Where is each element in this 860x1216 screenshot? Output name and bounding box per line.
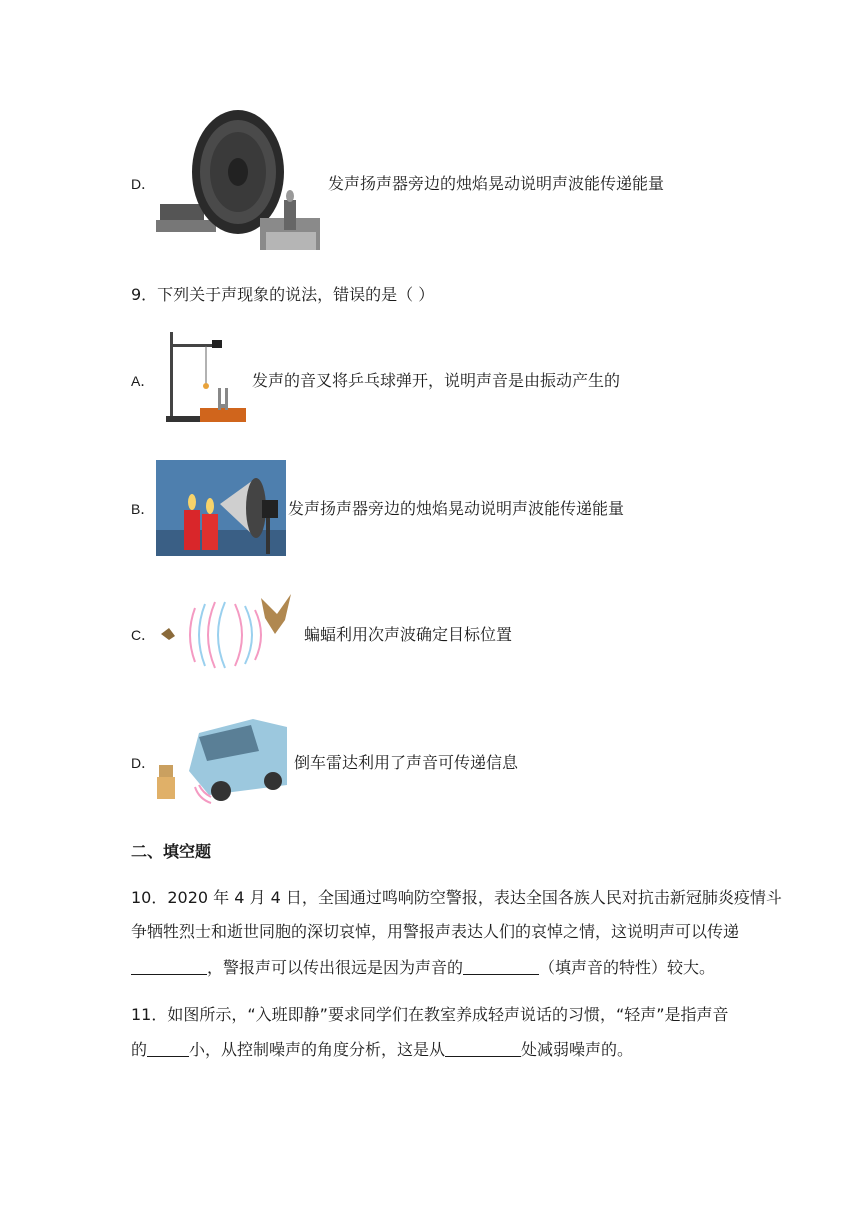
q10-line-1: 10．2020 年 4 月 4 日，全国通过鸣响防空警报，表达全国各族人民对抗击新冠肺炎疫情斗 [131, 888, 782, 907]
q9-option-d-letter: D． [131, 755, 156, 771]
bat-echolocation-figure [157, 590, 303, 684]
q11-line-2-start: 的 [131, 1040, 148, 1059]
q10-line-3-mid: ，警报声可以传出很远是因为声音的 [207, 958, 464, 977]
q11-line-2-end: 处减弱噪声的。 [521, 1040, 634, 1059]
answer-blank[interactable] [131, 958, 207, 975]
tuning-fork-pingpong-figure [160, 330, 250, 430]
answer-blank[interactable] [147, 1040, 189, 1057]
q10-line-3 [131, 957, 715, 979]
q9-option-d-text: 倒车雷达利用了声音可传递信息 [294, 753, 519, 772]
q11-line-2-mid: 小，从控制噪声的角度分析，这是从 [189, 1040, 446, 1059]
answer-blank[interactable] [445, 1040, 521, 1057]
speaker-candle-photo-bw [156, 108, 324, 260]
q9-stem: 9．下列关于声现象的说法，错误的是（ ） [131, 285, 435, 304]
q11-line-1: 11．如图所示，“入班即静”要求同学们在教室养成轻声说话的习惯，“轻声”是指声音 [131, 1005, 729, 1024]
q10-line-3-end: （填声音的特性）较大。 [539, 958, 716, 977]
q9-option-c-letter: C． [131, 627, 156, 643]
q9-option-a-letter: A． [131, 373, 155, 389]
q9-option-b-letter: B． [131, 501, 155, 517]
q11-line-2 [131, 1039, 633, 1061]
answer-blank[interactable] [463, 958, 539, 975]
section-heading: 二、填空题 [131, 842, 212, 861]
q9-option-c-text: 蝙蝠利用次声波确定目标位置 [304, 625, 513, 644]
speaker-candles-photo [156, 460, 286, 560]
q8-option-d-text: 发声扬声器旁边的烛焰晃动说明声波能传递能量 [328, 174, 665, 193]
q8-option-d-letter: D． [131, 176, 156, 192]
q10-line-2: 争牺牲烈士和逝世同胞的深切哀悼，用警报声表达人们的哀悼之情，这说明声可以传递 [131, 922, 740, 941]
q9-option-a-text: 发声的音叉将乒乓球弹开，说明声音是由振动产生的 [252, 371, 621, 390]
reversing-radar-car-figure [155, 715, 289, 811]
q9-option-b-text: 发声扬声器旁边的烛焰晃动说明声波能传递能量 [288, 499, 625, 518]
